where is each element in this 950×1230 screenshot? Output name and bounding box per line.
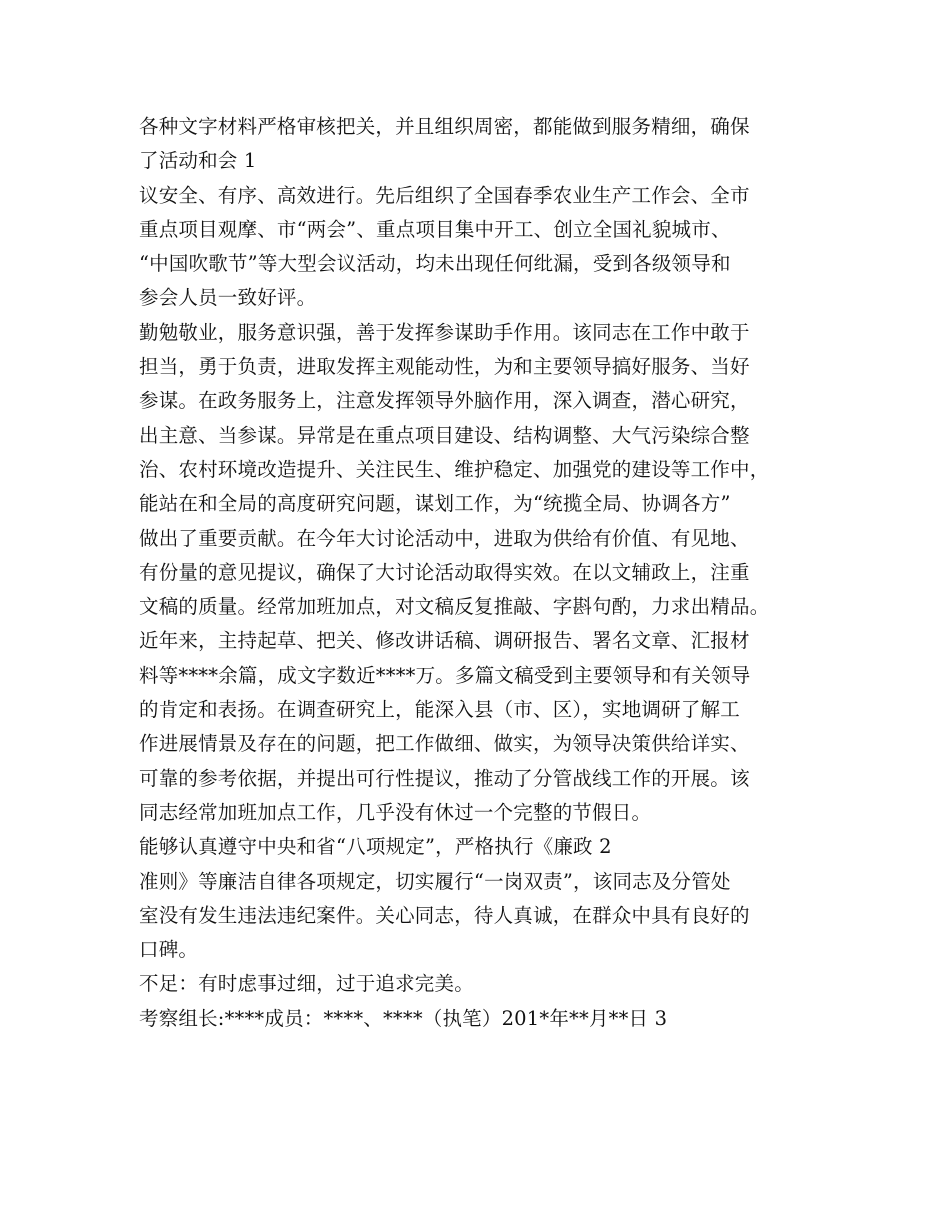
text-line: 可靠的参考依据，并提出可行性提议，推动了分管战线工作的开展。该: [139, 766, 750, 790]
text-line: 不足：有时虑事过细，过于追求完美。: [139, 972, 474, 996]
text-line: 文稿的质量。经常加班加点，对文稿反复推敲、字斟句酌，力求出精品。: [139, 595, 770, 619]
text-line: 勤勉敬业，服务意识强，善于发挥参谋助手作用。该同志在工作中敢于: [139, 320, 750, 344]
text-line: 出主意、当参谋。异常是在重点项目建设、结构调整、大气污染综合整: [139, 423, 750, 447]
text-line: 有份量的意见提议，确保了大讨论活动取得实效。在以文辅政上，注重: [139, 560, 750, 584]
text-line: 各种文字材料严格审核把关，并且组织周密，都能做到服务精细，确保: [139, 115, 750, 138]
text-line: 能够认真遵守中央和省“八项规定”，严格执行《廉政 2: [139, 835, 612, 859]
text-line: 参会人员一致好评。: [139, 286, 317, 310]
text-line: 参谋。在政务服务上，注意发挥领导外脑作用，深入调查，潜心研究，: [139, 389, 750, 413]
text-line: 能站在和全局的高度研究问题，谋划工作，为“统揽全局、协调各方”: [139, 492, 731, 516]
text-line: 准则》等廉洁自律各项规定，切实履行“一岗双责”，该同志及分管处: [139, 869, 731, 893]
text-line: 的肯定和表扬。在调查研究上，能深入县（市、区），实地调研了解工: [139, 698, 740, 722]
document-body: [139, 110, 829, 1036]
text-line: 担当，勇于负责，进取发挥主观能动性，为和主要领导搞好服务、当好: [139, 355, 750, 379]
text-line: 同志经常加班加点工作，几乎没有休过一个完整的节假日。: [139, 800, 652, 824]
text-line: 料等****余篇，成文字数近****万。多篇文稿受到主要领导和有关领导: [139, 663, 751, 687]
text-line: 重点项目观摩、市“两会”、重点项目集中开工、创立全国礼貌城市、: [139, 217, 731, 241]
text-line: 治、农村环境改造提升、关注民生、维护稳定、加强党的建设等工作中，: [139, 457, 770, 481]
text-line: 做出了重要贡献。在今年大讨论活动中，进取为供给有价值、有见地、: [139, 526, 750, 550]
text-line: 室没有发生违法违纪案件。关心同志，待人真诚，在群众中具有良好的: [139, 903, 750, 927]
text-line: 近年来，主持起草、把关、修改讲话稿、调研报告、署名文章、汇报材: [139, 629, 750, 653]
text-line: 口碑。: [139, 938, 199, 962]
text-line: 考察组长:****成员：****、****（执笔）201*年**月**日 3: [139, 1006, 668, 1030]
text-line: 了活动和会 1: [139, 149, 257, 173]
text-line: “中国吹歌节”等大型会议活动，均未出现任何纰漏，受到各级领导和: [139, 252, 731, 276]
text-line: 作进展情景及存在的问题，把工作做细、做实，为领导决策供给详实、: [139, 732, 750, 756]
text-line: 议安全、有序、高效进行。先后组织了全国春季农业生产工作会、全市: [139, 183, 750, 207]
